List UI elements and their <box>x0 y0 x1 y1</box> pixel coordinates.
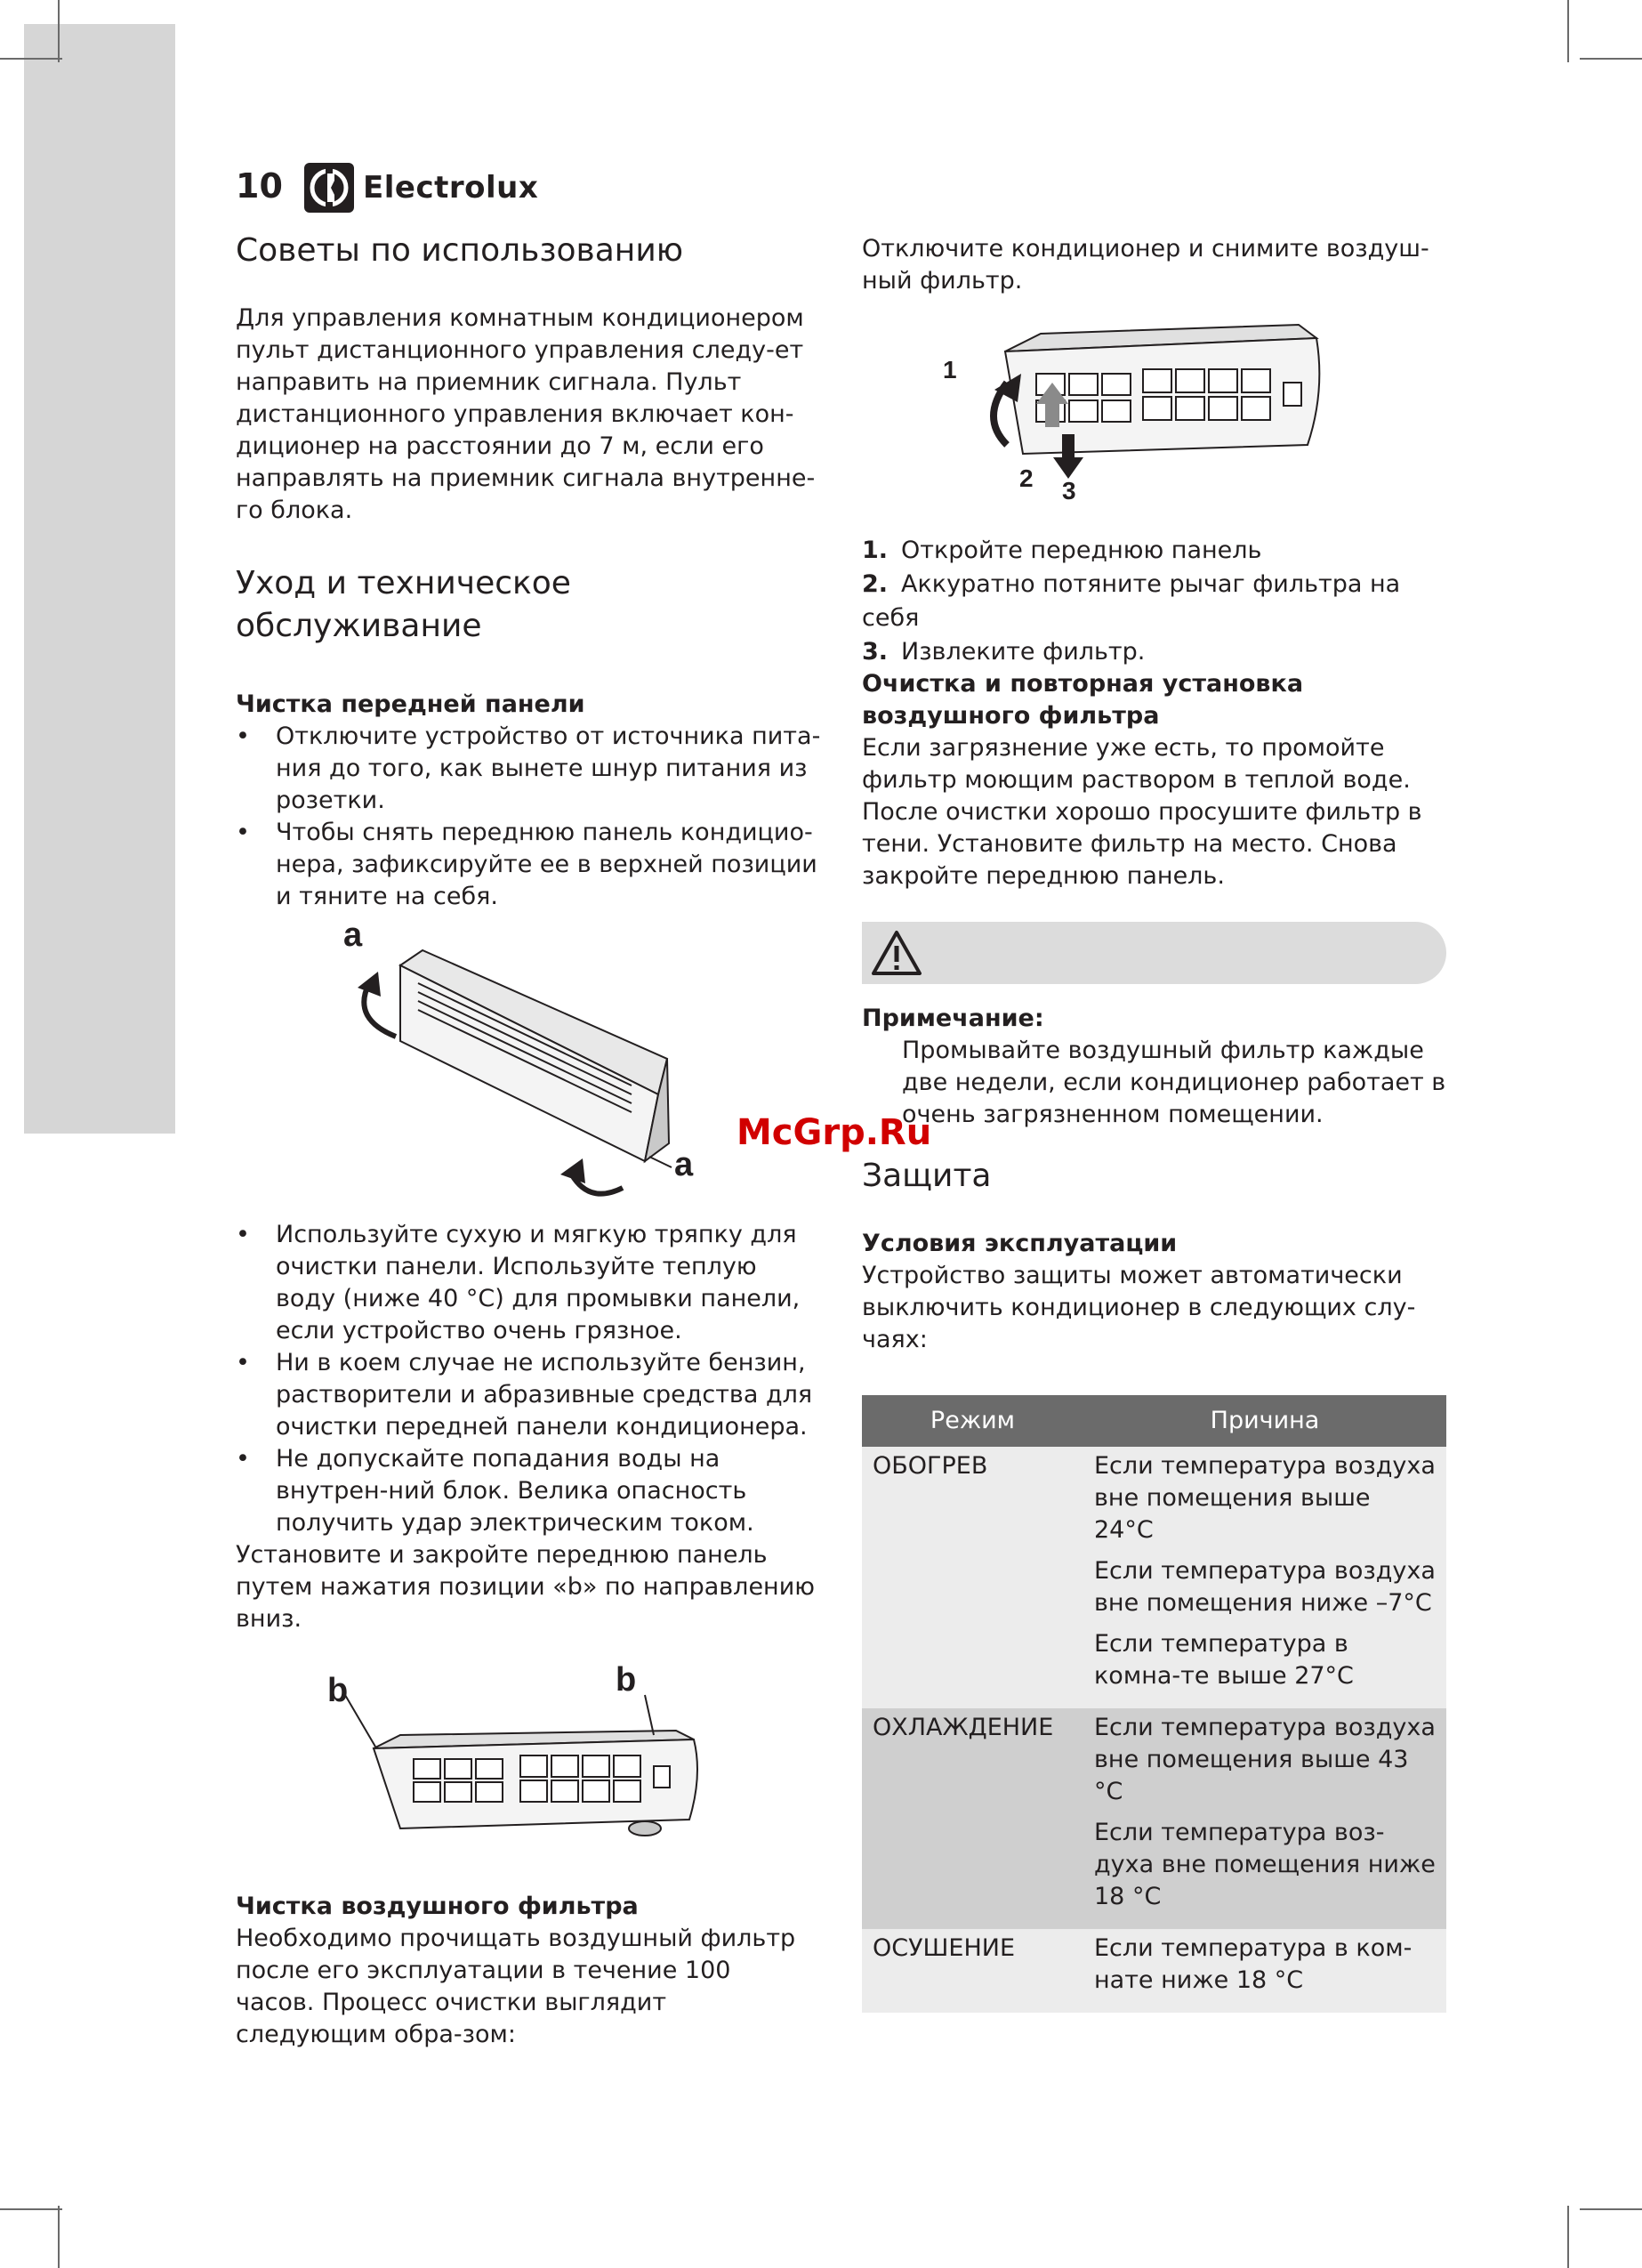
crop-mark <box>1580 58 1642 60</box>
install-panel-text: Установите и закройте переднюю панель путем нажатия позиции «b» по направлению вниз. <box>236 1541 815 1633</box>
figure-panel-removal <box>338 916 712 1201</box>
list-item: • Чтобы снять переднюю панель кондицио-нера, зафиксируйте ее в верхней позиции и тяните на себя. <box>236 817 823 913</box>
list-item: • Не допускайте попадания воды на внутрен-ний блок. Велика опасность получить удар электрическим током. <box>236 1443 823 1539</box>
panel-cleaning-heading: Чистка передней панели <box>236 690 585 718</box>
section-title-usage: Советы по использованию <box>236 232 684 269</box>
crop-mark <box>58 0 60 62</box>
care-list <box>236 1219 823 1539</box>
figure-label-a-top: a <box>343 916 363 954</box>
figure-number-1: 1 <box>943 356 957 383</box>
note-text: Промывайте воздушный фильтр каждые две недели, если кондиционер работает в очень загрязненном помещении. <box>902 1037 1446 1128</box>
list-item: 2. Аккуратно потяните рычаг фильтра на себя <box>862 570 1401 632</box>
table-row <box>862 1708 1446 1929</box>
reason-text: Если температура в комна-те выше 27°C <box>1094 1630 1354 1690</box>
usage-text: Для управления комнатным кондиционером пульт дистанционного управления следу-ет направить на приемник сигнала. Пульт дистанционного управления включает кон-диционер на расстоянии до 7 м, если его направлять на приемник сигнала внутренне-го блока. <box>236 304 816 524</box>
reason-text: Если температура воздуха вне помещения ниже –7°C <box>1094 1557 1436 1617</box>
figure-label-b-left: b <box>327 1672 349 1709</box>
figure-filter-removal <box>943 320 1325 516</box>
ac-unit-front-illustration <box>338 1659 712 1855</box>
section-title-care-line2: обслуживание <box>236 608 482 644</box>
table-cell-mode: ОХЛАЖДЕНИЕ <box>862 1708 1083 1929</box>
table-cell-reason <box>1083 1447 1446 1708</box>
list-item: • Отключите устройство от источника пита-ния до того, как вынете шнур питания из розетки. <box>236 721 823 817</box>
note-heading: Примечание: <box>862 1005 1044 1032</box>
list-item: 1. Откройте переднюю панель <box>862 537 1262 564</box>
panel-cleaning-list <box>236 721 823 913</box>
watermark: McGrp.Ru <box>736 1112 932 1153</box>
figure-panel-install <box>327 1659 712 1855</box>
table-cell-reason <box>1083 1708 1446 1929</box>
reason-text: Если температура воздуха вне помещения выше 43 °C <box>1094 1714 1436 1805</box>
brand-logo <box>304 163 538 213</box>
table-row <box>862 1447 1446 1708</box>
column-header-mode: Режим <box>862 1395 1083 1447</box>
side-margin-bar <box>24 24 175 1134</box>
filter-wash-text: Если загрязнение уже есть, то промойте фильтр моющим раствором в теплой воде. После очистки хорошо просушите фильтр в тени. Установите фильтр на место. Снова закройте переднюю панель. <box>862 734 1422 890</box>
figure-label-b-right: b <box>616 1661 637 1699</box>
table-cell-mode: ОБОГРЕВ <box>862 1447 1083 1708</box>
section-title-care-line1: Уход и техническое <box>236 565 571 601</box>
reason-text: Если температура воз-духа вне помещения ниже 18 °C <box>1094 1819 1436 1910</box>
section-title-protection: Защита <box>862 1158 992 1194</box>
filter-wash-heading-line2: воздушного фильтра <box>862 702 1160 730</box>
brand-name: Electrolux <box>363 170 539 206</box>
list-item: • Ни в коем случае не используйте бензин, растворители и абразивные средства для очистки передней панели кондиционера. <box>236 1347 823 1443</box>
ac-unit-illustration <box>338 916 712 1201</box>
steps-list <box>862 534 1449 669</box>
filter-cleaning-text: Необходимо прочищать воздушный фильтр после его эксплуатации в течение 100 часов. Процесс очистки выглядит следующим обра-зом: <box>236 1925 796 2048</box>
crop-mark <box>1580 2208 1642 2210</box>
column-header-reason: Причина <box>1083 1395 1446 1447</box>
filter-wash-heading-line1: Очистка и повторная установка <box>862 670 1304 698</box>
reason-text: Если температура в ком-нате ниже 18 °C <box>1094 1934 1413 1994</box>
figure-number-2: 2 <box>1019 464 1034 492</box>
disable-ac-text: Отключите кондиционер и снимите воздуш-ный фильтр. <box>862 235 1429 295</box>
electrolux-logo-icon <box>304 163 354 213</box>
warning-bar <box>862 922 1446 984</box>
operating-conditions-text: Устройство защиты может автоматически выключить кондиционер в следующих слу-чаях: <box>862 1262 1416 1353</box>
page-number: 10 <box>236 166 283 206</box>
figure-label-a-bottom: a <box>674 1146 694 1183</box>
table-cell-mode: ОСУШЕНИЕ <box>862 1929 1083 2013</box>
warning-icon <box>865 922 928 984</box>
crop-mark <box>1567 2206 1569 2268</box>
table-cell-reason <box>1083 1929 1446 2013</box>
reason-text: Если температура воздуха вне помещения выше 24°C <box>1094 1452 1436 1544</box>
table-row <box>862 1929 1446 2013</box>
list-item: 3. Извлеките фильтр. <box>862 638 1146 666</box>
crop-mark <box>58 2206 60 2268</box>
list-item: • Используйте сухую и мягкую тряпку для очистки панели. Используйте теплую воду (ниже 40 °C) для промывки панели, если устройство очень грязное. <box>236 1219 823 1347</box>
protection-table <box>862 1395 1446 2013</box>
crop-mark <box>1567 0 1569 62</box>
operating-conditions-heading: Условия эксплуатации <box>862 1230 1178 1257</box>
figure-number-3: 3 <box>1062 477 1076 504</box>
crop-mark <box>0 2208 62 2210</box>
filter-cleaning-heading: Чистка воздушного фильтра <box>236 1893 639 1920</box>
filter-removal-illustration <box>943 320 1325 516</box>
crop-mark <box>0 58 62 60</box>
